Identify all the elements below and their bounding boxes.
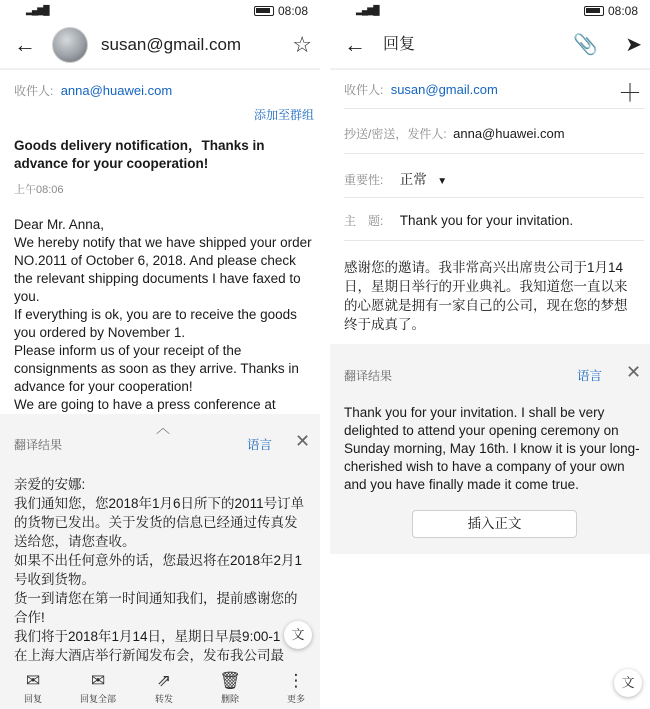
priority-row[interactable] — [344, 168, 447, 189]
subject-value: Thank you for your invitation. — [399, 213, 574, 228]
more-icon: ⋮ — [287, 671, 305, 690]
translation-line: 号收到货物。 — [14, 572, 95, 587]
signal-icon: ▂▄▆█ — [356, 5, 379, 15]
nav-label: 转发 — [154, 694, 173, 704]
translation-line: delighted to attend your opening ceremony on — [344, 423, 619, 438]
translation-line: and you have finally made it come true. — [344, 477, 579, 492]
translation-panel — [0, 414, 320, 665]
email-body — [14, 216, 318, 414]
email-time: 上午08:06 — [14, 184, 64, 196]
recipient-label: 收件人: — [344, 83, 384, 97]
language-button[interactable]: 语言 — [577, 369, 603, 383]
more-button[interactable] — [266, 665, 320, 705]
priority-label: 重要性: — [344, 173, 384, 187]
body-line: We hereby notify that we have shipped your order — [14, 235, 312, 250]
translation-header: 翻译结果 — [14, 438, 63, 452]
nav-label: 回复 — [23, 694, 42, 704]
forward-button[interactable] — [134, 665, 194, 705]
chevron-up-icon[interactable]: ︿ — [156, 420, 170, 436]
translation-line: 我们通知您，您2018年1月6日所下的2011号订单 — [14, 496, 305, 511]
divider — [344, 240, 644, 241]
sender-title: susan@gmail.com — [101, 35, 242, 54]
divider — [344, 197, 644, 198]
status-time: 08:08 — [607, 4, 638, 18]
screen-gap — [320, 0, 330, 709]
avatar[interactable] — [52, 27, 88, 63]
cc-value: anna@huawei.com — [453, 126, 565, 141]
nav-label: 删除 — [220, 694, 239, 704]
close-icon[interactable]: ✕ — [626, 362, 642, 382]
divider — [344, 108, 644, 109]
attachment-icon[interactable]: 📎 — [573, 34, 598, 56]
body-line: you. — [14, 289, 40, 304]
translation-header: 翻译结果 — [344, 369, 393, 383]
translation-line: 如果不出任何意外的话，您最迟将在2018年2月1 — [14, 553, 303, 568]
signal-icon: ▂▄▆█ — [26, 5, 49, 15]
body-line: 的心愿就是拥有一家自己的公司，现在您的梦想 — [344, 298, 628, 313]
battery-icon — [584, 6, 604, 16]
email-subject: Goods delivery notification，Thanks in advance for your cooperation! — [14, 138, 265, 171]
bottom-nav — [0, 665, 320, 709]
recipient-row — [14, 82, 172, 99]
nav-label: 更多 — [286, 694, 305, 704]
send-icon[interactable]: ➤ — [625, 34, 642, 56]
back-arrow-icon[interactable]: ← — [344, 32, 366, 57]
body-line: Please inform us of your receipt of the — [14, 343, 242, 358]
forward-icon: ⇗ — [156, 671, 172, 690]
translation-line: Sunday morning, May 16th. I know it is your long- — [344, 441, 640, 456]
translation-line: 货一到请您在第一时间通知我们，提前感谢您的 — [14, 591, 298, 606]
reply-button[interactable] — [3, 665, 63, 705]
status-time: 08:08 — [277, 4, 308, 18]
body-line: you ordered by November 1. — [14, 325, 186, 340]
translate-icon[interactable]: 文 — [614, 669, 642, 697]
translation-text — [344, 404, 648, 494]
reply-all-icon: ✉ — [90, 671, 106, 690]
app-bar — [330, 22, 650, 68]
translation-line: 合作! — [14, 610, 45, 625]
body-line: the relevant shipping documents I have faxed to — [14, 271, 301, 286]
recipient-label: 收件人: — [14, 84, 54, 98]
add-to-group-link[interactable]: 添加至群组 — [253, 108, 314, 122]
body-line: consignments as soon as they arrive. Thanks in — [14, 361, 299, 376]
divider — [344, 153, 644, 154]
body-line: advance for your cooperation! — [14, 379, 193, 394]
translation-line: cherished wish to have a company of your own — [344, 459, 625, 474]
delete-button[interactable] — [200, 665, 260, 705]
body-line: 感谢您的邀请。我非常高兴出席贵公司于1月14 — [344, 260, 624, 275]
reply-compose-screen — [330, 0, 650, 709]
compose-title: 回复 — [383, 36, 416, 53]
body-line: We are going to have a press conference at — [14, 397, 276, 412]
translation-panel — [330, 344, 650, 554]
back-arrow-icon[interactable]: ← — [14, 32, 36, 57]
status-bar — [330, 0, 650, 22]
cc-row[interactable] — [344, 125, 565, 143]
translation-line: Thank you for your invitation. I shall be very — [344, 405, 605, 420]
subject-row[interactable] — [344, 212, 573, 230]
divider — [0, 68, 320, 70]
reply-icon: ✉ — [25, 671, 41, 690]
status-bar — [0, 0, 320, 22]
translation-line: 送给您，请您查收。 — [14, 534, 136, 549]
app-bar — [0, 22, 320, 68]
reply-body[interactable] — [344, 258, 644, 334]
translate-icon[interactable]: 文 — [284, 621, 312, 649]
body-line: 终于成真了。 — [344, 317, 425, 332]
body-line: NO.2011 of October 6, 2018. And please check — [14, 253, 296, 268]
subject-label: 主 题: — [344, 214, 384, 228]
cc-label: 抄送/密送，发件人: — [344, 127, 447, 141]
divider — [330, 68, 650, 70]
translation-line: 的货物已发出。关于发货的信息已经通过传真发 — [14, 515, 298, 530]
nav-label: 回复全部 — [79, 694, 116, 704]
translation-text — [14, 475, 318, 665]
recipient-row — [344, 81, 498, 98]
insert-into-body-button[interactable]: 插入正文 — [412, 510, 577, 538]
body-line: 日，星期日举行的开业典礼。我知道您一直以来 — [344, 279, 628, 294]
close-icon[interactable]: ✕ — [295, 431, 311, 451]
star-icon[interactable]: ☆ — [292, 32, 312, 57]
recipient-address[interactable]: susan@gmail.com — [390, 82, 498, 97]
battery-icon — [254, 6, 274, 16]
translation-line: 我们将于2018年1月14日，星期日早晨9:00-1 — [14, 629, 281, 644]
translation-line: 在上海大酒店举行新闻发布会，发布我公司最 — [14, 648, 284, 663]
priority-value: 正常 — [399, 172, 427, 187]
delete-icon: 🗑 — [219, 671, 241, 690]
email-detail-screen — [0, 0, 320, 709]
recipient-address[interactable]: anna@huawei.com — [60, 83, 173, 98]
language-button[interactable]: 语言 — [247, 438, 273, 452]
body-line: Dear Mr. Anna, — [14, 217, 105, 232]
add-recipient-icon[interactable]: ＋ — [618, 80, 642, 107]
translation-line: 亲爱的安娜: — [14, 477, 86, 492]
reply-all-button[interactable] — [68, 665, 128, 705]
body-line: If everything is ok, you are to receive the goods — [14, 307, 297, 322]
dropdown-triangle-icon: ▼ — [437, 176, 448, 187]
